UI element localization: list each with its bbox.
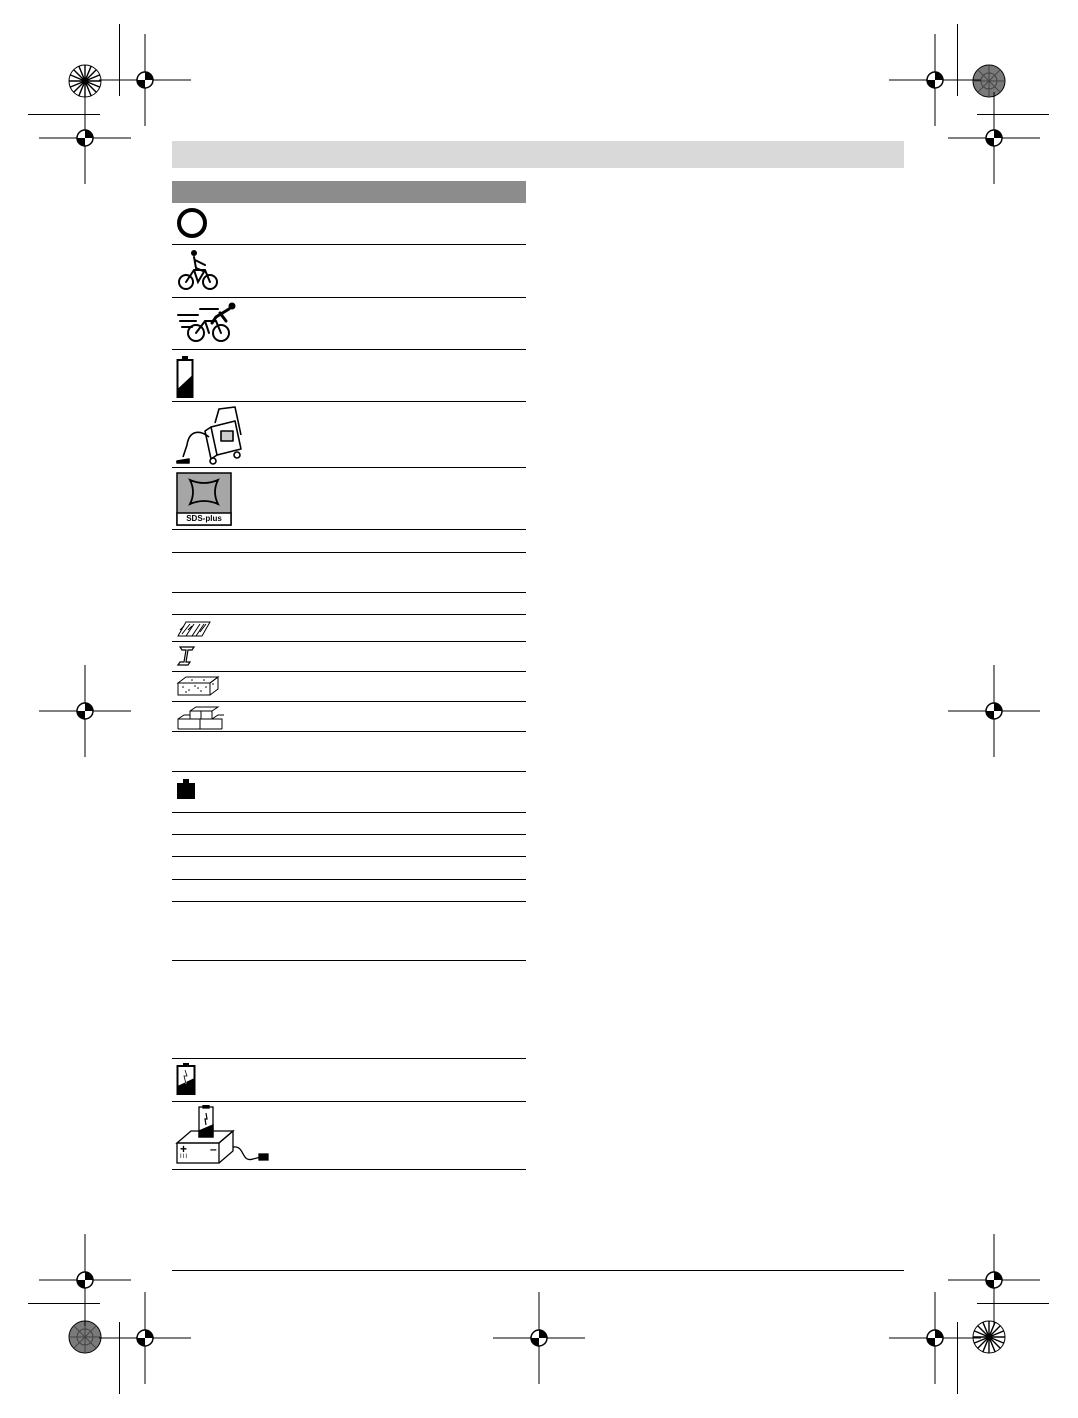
sds-plus-label: SDS-plus — [186, 514, 222, 523]
charger-plus-symbol: + — [180, 1142, 188, 1156]
table-row-rule — [172, 901, 526, 902]
table-row-rule — [172, 771, 526, 772]
weight-icon — [176, 778, 196, 800]
table-row-rule — [172, 834, 526, 835]
crosshair-registration-mark — [493, 1292, 585, 1384]
table-row-rule — [172, 856, 526, 857]
ring-icon — [176, 207, 208, 239]
battery-low-icon — [176, 355, 194, 399]
table-row-rule — [172, 297, 526, 298]
crosshair-registration-mark — [889, 1292, 981, 1384]
table-row-rule — [172, 1169, 526, 1170]
table-row-rule — [172, 671, 526, 672]
table-row-rule — [172, 244, 526, 245]
charger-minus-symbol: – — [210, 1142, 217, 1156]
concrete-block-icon — [176, 675, 220, 697]
page-footer-rule — [172, 1270, 904, 1271]
table-row-rule — [172, 592, 526, 593]
table-row-rule — [172, 641, 526, 642]
table-row-rule — [172, 960, 526, 961]
table-row-rule — [172, 401, 526, 402]
table-row-rule — [172, 529, 526, 530]
table-row-rule — [172, 701, 526, 702]
trim-line — [28, 1303, 100, 1304]
table-row-rule — [172, 467, 526, 468]
trim-line — [119, 1322, 120, 1394]
crosshair-registration-mark — [948, 665, 1040, 757]
crosshair-registration-mark — [948, 92, 1040, 184]
steel-beam-icon — [177, 645, 197, 667]
trim-line — [119, 24, 120, 96]
crosshair-registration-mark — [39, 665, 131, 757]
cyclist-slow-icon — [177, 248, 221, 292]
crosshair-registration-mark — [39, 92, 131, 184]
table-row-rule — [172, 552, 526, 553]
trim-line — [977, 1303, 1049, 1304]
battery-charge-icon — [176, 1062, 196, 1096]
wood-material-icon — [176, 618, 212, 638]
charger-pin-marks: III — [180, 1154, 189, 1160]
trim-line — [957, 1322, 958, 1394]
table-row-rule — [172, 1058, 526, 1059]
vacuum-cleaner-icon — [175, 405, 245, 465]
table-row-rule — [172, 731, 526, 732]
table-row-rule — [172, 349, 526, 350]
table-header-bar — [172, 181, 526, 203]
masonry-bricks-icon — [176, 705, 224, 731]
cyclist-fast-icon — [176, 301, 238, 345]
table-row-rule — [172, 1101, 526, 1102]
charger-icon — [175, 1105, 271, 1167]
page-header-band — [172, 141, 904, 168]
crosshair-registration-mark — [99, 1292, 191, 1384]
trim-line — [977, 114, 1049, 115]
table-row-rule — [172, 879, 526, 880]
trim-line — [957, 24, 958, 96]
table-row-rule — [172, 812, 526, 813]
trim-line — [28, 114, 100, 115]
table-row-rule — [172, 614, 526, 615]
